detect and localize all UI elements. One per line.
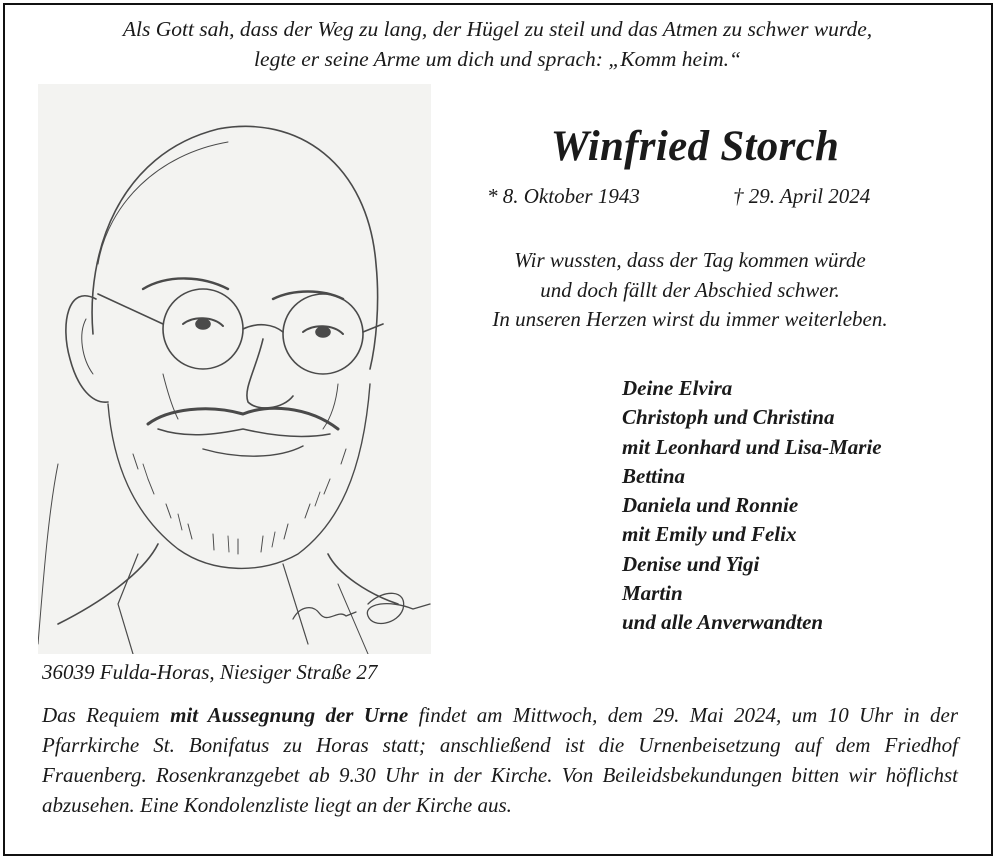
verse-line: In unseren Herzen wirst du immer weiterleben. — [492, 307, 888, 331]
opening-quote — [20, 14, 975, 74]
mourner-line: mit Leonhard und Lisa-Marie — [622, 434, 882, 459]
quote-line-2: legte er seine Arme um dich und sprach: „Komm heim.“ — [254, 47, 741, 71]
mourner-line: Christoph und Christina — [622, 405, 835, 430]
mourner-line: und alle Anverwandten — [622, 610, 824, 635]
verse-line: Wir wussten, dass der Tag kommen würde — [514, 248, 866, 272]
mourner-line: Martin — [622, 581, 683, 606]
notice-rest: findet am Mittwoch, dem 29. Mai 2024, um 10 Uhr in der Pfarrkirche St. Bonifatus zu Horas statt; anschließend ist die Urnenbeisetzung auf dem Friedhof Frauenberg. Rosenkranzgebet ab 9.30 Uhr in der Kirche. Von Beileidsbekundungen bitten wir höflichst abzusehen. Eine Kondolenzliste liegt an der Kirche aus. — [42, 703, 959, 817]
family-address: 36039 Fulda-Horas, Niesiger Straße 27 — [42, 660, 378, 684]
mourner-line: Deine Elvira — [622, 376, 733, 400]
verse-line: und doch fällt der Abschied schwer. — [540, 277, 840, 302]
portrait-sketch-icon — [38, 84, 431, 654]
portrait-sketch — [38, 84, 431, 654]
mourner-line: mit Emily und Felix — [622, 522, 797, 547]
notice-intro: Das Requiem — [42, 703, 160, 727]
mourner-line: Bettina — [622, 463, 686, 488]
funeral-notice — [42, 700, 958, 820]
quote-line-1: Als Gott sah, dass der Weg zu lang, der Hügel zu steil und das Atmen zu schwer wurde, — [122, 17, 873, 41]
mourner-line: Denise und Yigi — [622, 551, 760, 576]
memorial-verse — [440, 246, 940, 335]
mourner-line: Daniela und Ronnie — [622, 493, 799, 518]
deceased-name: Winfried Storch — [550, 123, 840, 170]
death-date: † 29. April 2024 — [733, 184, 871, 208]
birth-date: * 8. Oktober 1943 — [487, 184, 640, 208]
mourners-list — [622, 374, 882, 638]
notice-bold: mit Aussegnung der Urne — [170, 703, 409, 727]
